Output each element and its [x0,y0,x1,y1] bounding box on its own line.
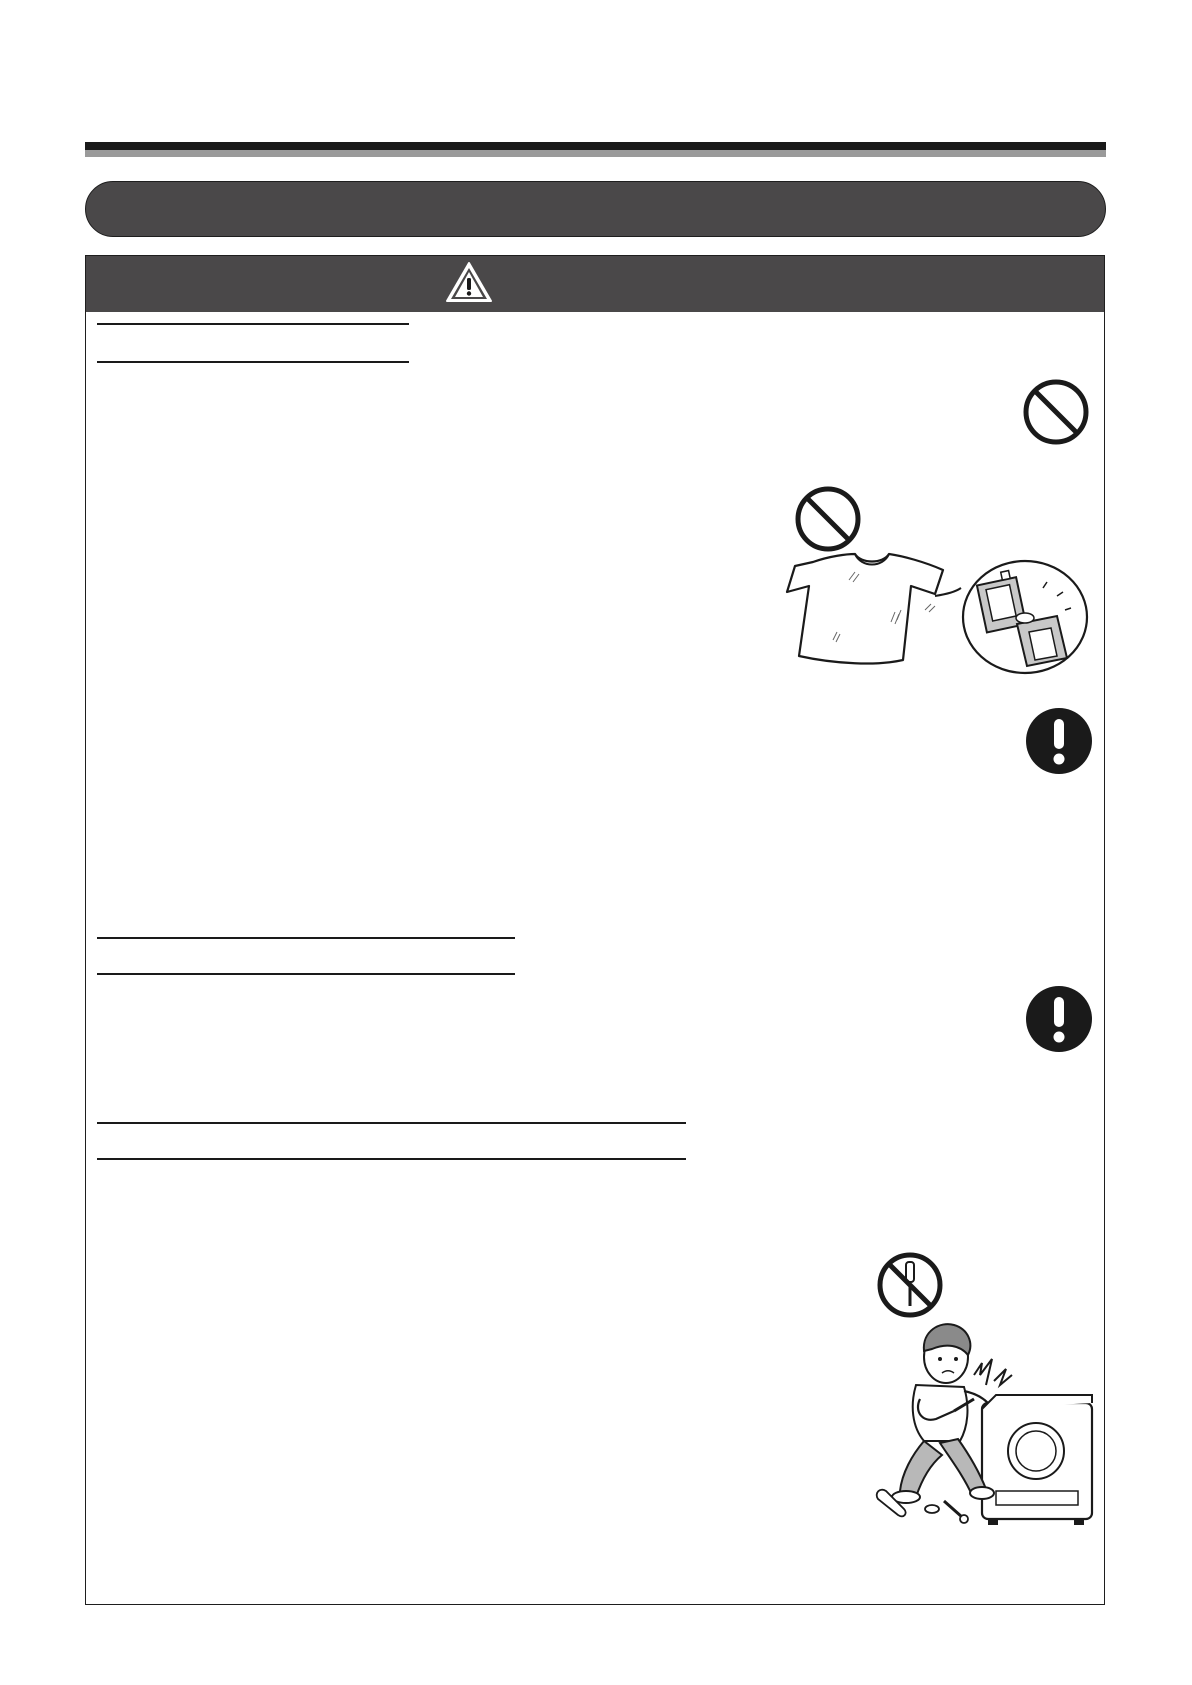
shirt-with-solvent-illustration [785,552,1090,677]
top-rule-shadow [85,150,1106,157]
section-2-rule-top [97,937,515,939]
exclamation-icon [1025,985,1093,1053]
warning-header [86,256,1104,312]
section-1-rule-bottom [97,361,409,363]
person-disassembling-dryer-illustration [870,1315,1095,1530]
prohibition-icon [1021,377,1091,447]
top-rule [85,142,1106,150]
section-3-rule-bottom [97,1158,686,1160]
section-title-bar [85,181,1106,237]
exclamation-icon [1025,707,1093,775]
section-3-rule-top [97,1122,686,1124]
no-disassembly-icon [875,1250,945,1320]
warning-triangle-icon [443,259,495,305]
prohibition-icon [793,484,863,554]
section-1-rule-top [97,323,409,325]
section-2-rule-bottom [97,973,515,975]
